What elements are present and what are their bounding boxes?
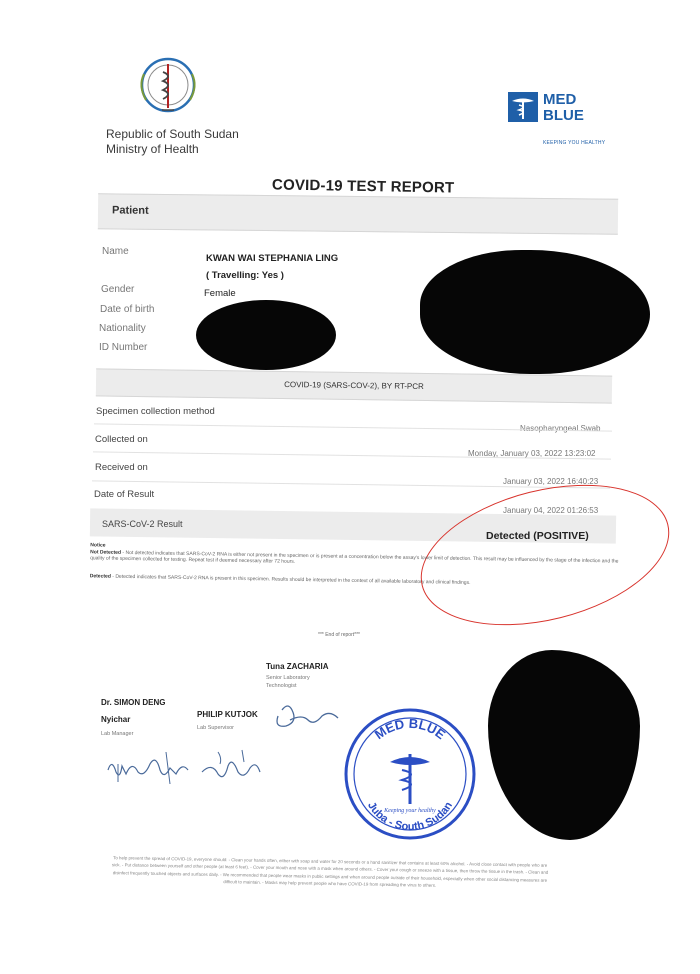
not-detected-text: - Not detected indicates that SARS-CoV-2 RNA is either not present in the specimen or is present at a concentration below the assay's lower limit of detection. This result may be influenced by the stage of the infection and the quality of the specimen collected for testing. Repeat test if deemed necessary after 72 hours. — [90, 549, 619, 565]
patient-section-label: Patient — [111, 204, 149, 217]
stamp-top-text: MED BLUE — [371, 715, 449, 743]
notice-detected — [90, 573, 630, 589]
nationality-label: Nationality — [99, 323, 146, 334]
ministry-emblem-icon — [132, 54, 204, 120]
signatory-2-role: Lab Supervisor — [197, 725, 234, 731]
received-on-label: Received on — [95, 462, 148, 473]
stamp-bottom-text: Juba - South Sudan — [365, 799, 455, 834]
collected-on-value: Monday, January 03, 2022 13:23:02 — [468, 449, 596, 458]
not-detected-term: Not Detected — [90, 548, 122, 556]
signatory-3-role-line-2: Technologist — [266, 683, 297, 689]
detected-text: - Detected indicates that SARS-CoV-2 RNA is present in this specimen. Results should be interpreted in the context of all available laboratory and clinical findings. — [112, 573, 471, 586]
collection-method-label: Specimen collection method — [96, 406, 215, 417]
id-number-label: ID Number — [99, 342, 148, 353]
redacted-signature-region — [488, 650, 640, 840]
result-value: Detected (POSITIVE) — [486, 530, 589, 542]
result-label: SARS-CoV-2 Result — [102, 519, 183, 529]
signatory-1-name: Dr. SIMON DENG — [101, 698, 166, 707]
brand-name-line-2: BLUE — [543, 107, 584, 124]
footer-advice: To help prevent the spread of COVID-19, everyone should: - Clean your hands often, either with soap and water for 20 seconds or a hand sanitizer that contains at least 60% alcohol. - Avoid close contact with people who are sick. - Put distance between yourself and other people (at least 6 feet). - Cover your mouth and nose with a mask when around others. - Cover your cough or sneeze with a tissue, then throw the tissue in the trash. - Clean and disinfect frequently touched objects and surfaces daily. - We recommended that people wear masks in public settings and when around people outside of their household, especially when other social distancing measures are difficult to maintain. - Masks may help prevent people who have COVID-19 from spreading the virus to others. — [111, 855, 549, 889]
patient-name: KWAN WAI STEPHANIA LING — [206, 253, 339, 264]
signature-1-icon — [104, 740, 194, 790]
collection-method-value: Nasopharyngeal Swab — [520, 424, 601, 433]
end-of-report-marker: *** End of report*** — [318, 632, 360, 638]
caduceus-logo-icon — [508, 92, 538, 122]
ministry-line-2: Ministry of Health — [106, 142, 199, 156]
date-of-result-value: January 04, 2022 01:26:53 — [503, 506, 599, 515]
gender-label: Gender — [101, 284, 135, 295]
received-on-value: January 03, 2022 16:40:23 — [503, 477, 599, 486]
detected-term: Detected — [89, 572, 111, 580]
ministry-line-1: Republic of South Sudan — [106, 127, 239, 141]
signature-3-icon — [272, 696, 344, 736]
signatory-1-name-line-2: Nyichar — [101, 715, 131, 724]
brand-tagline: KEEPING YOU HEALTHY — [543, 140, 606, 146]
date-of-result-label: Date of Result — [94, 489, 155, 500]
collected-on-label: Collected on — [95, 434, 148, 445]
brand-name — [543, 92, 584, 124]
signatory-3-name: Tuna ZACHARIA — [266, 662, 329, 671]
signatory-1-role: Lab Manager — [101, 731, 134, 737]
stamp-text — [340, 704, 480, 844]
signatory-3-role-line-1: Senior Laboratory — [266, 675, 310, 681]
gender-value: Female — [204, 288, 236, 299]
redacted-personal-details — [196, 300, 336, 370]
stamp-middle-text: Keeping your healthy — [384, 808, 436, 814]
travelling-status: ( Travelling: Yes ) — [206, 270, 284, 281]
name-label: Name — [102, 246, 129, 257]
brand-name-line-1: MED — [543, 91, 577, 108]
signatory-2-name: PHILIP KUTJOK — [197, 710, 258, 719]
patient-section-header — [98, 193, 618, 234]
test-method-header — [96, 368, 612, 403]
test-method-title: COVID-19 (SARS-COV-2), BY RT-PCR — [284, 380, 424, 391]
signature-2-icon — [198, 742, 264, 788]
report-title: COVID-19 TEST REPORT — [271, 176, 455, 197]
notice-heading: Notice — [90, 542, 106, 549]
ministry-name — [106, 127, 239, 157]
redacted-qr-region — [420, 250, 650, 374]
dob-label: Date of birth — [100, 304, 155, 315]
